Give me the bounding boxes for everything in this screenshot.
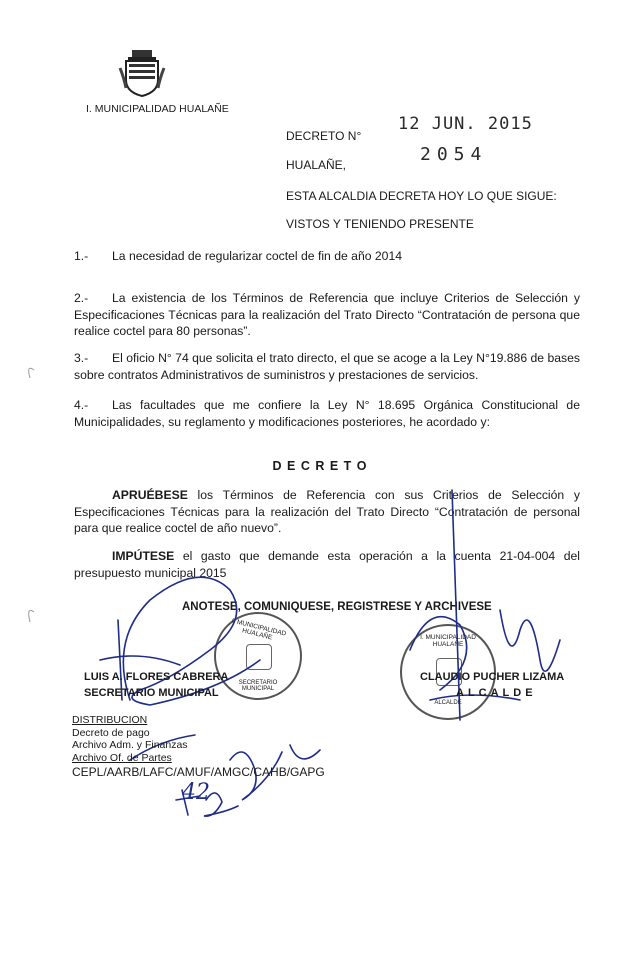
vistos-line: VISTOS Y TENIENDO PRESENTE: [286, 217, 474, 231]
secretary-title: SECRETARIO MUNICIPAL: [84, 687, 219, 699]
decreto-label: DECRETO N°: [286, 129, 362, 143]
considerando-text: El oficio N° 74 que solicita el trato directo, el que se acoge a la Ley N°19.886 de bases sobre contratos Administrativos de suministros y prestaciones de servicios.: [74, 351, 580, 382]
resolutivo-lead: IMPÚTESE: [112, 549, 175, 563]
considerando-number: 1.-: [74, 249, 89, 263]
seal-subtext: ALCALDE: [434, 700, 462, 706]
mayor-title: ALCALDE: [456, 687, 537, 699]
closing-line: ANOTESE, COMUNIQUESE, REGISTRESE Y ARCHIVESE: [182, 601, 492, 613]
considerando-number: 3.-: [74, 351, 89, 365]
considerando-number: 2.-: [74, 291, 89, 305]
alcaldia-line: ESTA ALCALDIA DECRETA HOY LO QUE SIGUE:: [286, 189, 557, 203]
resolutivo-lead: APRUÉBESE: [112, 488, 188, 502]
place-label: HUALAÑE,: [286, 158, 347, 172]
distribution-item: Archivo Adm. y Finanzas: [72, 739, 188, 751]
distribution-item: Decreto de pago: [72, 726, 150, 739]
punch-hole-marks: [0, 360, 40, 630]
secretary-name: LUIS A. FLORES CABRERA: [84, 671, 229, 683]
distribution-heading: DISTRIBUCION: [72, 714, 148, 726]
decree-number-stamp: 2054: [420, 144, 488, 165]
municipality-name: I. MUNICIPALIDAD HUALAÑE: [86, 103, 229, 115]
considerando-text: Las facultades que me confiere la Ley N° 18.695 Orgánica Constitucional de Municipalidades, su reglamento y modificaciones posteriores, he acordado y:: [74, 398, 580, 429]
decreto-heading: D E C R E T O: [272, 459, 368, 473]
seal-text: I. MUNICIPALIDAD HUALAÑE: [230, 617, 287, 642]
date-stamp: 12 JUN. 2015: [398, 114, 533, 134]
considerando-text: La necesidad de regularizar coctel de fin de año 2014: [112, 249, 402, 263]
resolutivo-text: el gasto que demande esta operación a la cuenta 21-04-004 del presupuesto municipal 2015: [74, 549, 580, 580]
mayor-name: CLAUDIO PUCHER LIZAMA: [420, 671, 565, 683]
considerando-number: 4.-: [74, 398, 89, 412]
distribution-initials: CEPL/AARB/LAFC/AMUF/AMGC/CAHB/GAPG: [72, 765, 325, 779]
seal-subtext: SECRETARIO MUNICIPAL: [238, 680, 278, 692]
handwritten-number: 42: [182, 780, 210, 805]
resolutivo-text: los Términos de Referencia con sus Criterios de Selección y Especificaciones Técnicas para la realización del Trato Directo “Contratación de personal para que realice coctel de año nuevo”.: [74, 488, 580, 536]
considerando-text: La existencia de los Términos de Referencia que incluye Criterios de Selección y Especificaciones Técnicas para la realización del Trato Directo “Contratación de persona que realice coctel para 80 personas”.: [74, 291, 580, 339]
distribution-item: Archivo Of. de Partes: [72, 751, 172, 764]
distribution-block: [72, 714, 325, 779]
seal-text: I. MUNICIPALIDAD HUALAÑE: [420, 634, 476, 648]
